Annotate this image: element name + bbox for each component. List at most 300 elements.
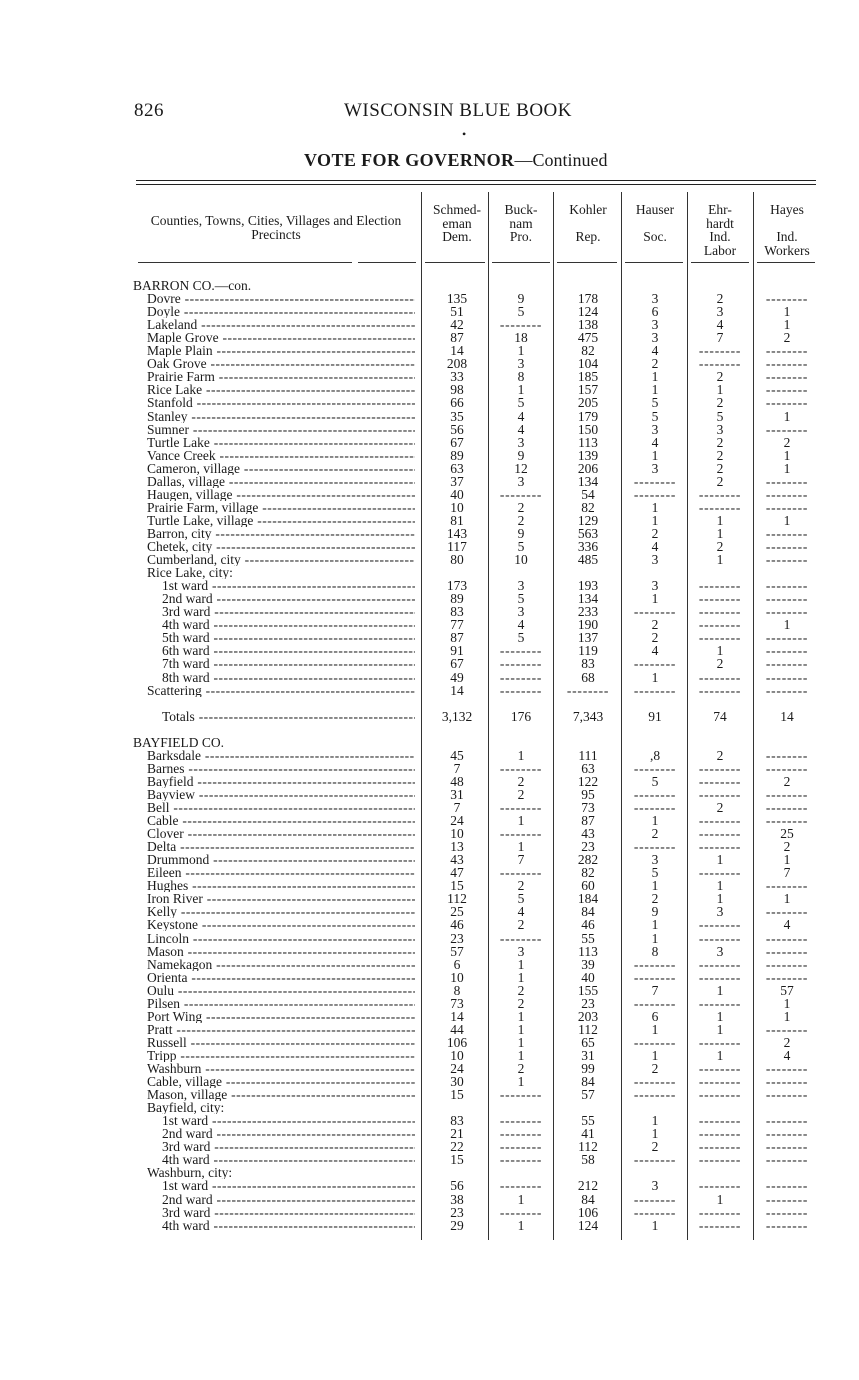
- empty-cell: [624, 1075, 686, 1088]
- vote-cell: 15: [450, 878, 464, 894]
- vote-cell: 55: [581, 1113, 595, 1129]
- vote-cell: 14: [780, 708, 794, 724]
- table-row: [0, 814, 859, 827]
- vote-cell: 2: [716, 434, 724, 450]
- vote-cell: 10: [450, 969, 464, 985]
- vote-cell: 98: [450, 382, 464, 398]
- vote-cell: 1: [716, 512, 724, 528]
- empty-cell: [689, 1036, 751, 1049]
- vote-cell: 2: [716, 460, 724, 476]
- vote-cell: 3: [651, 552, 659, 568]
- table-row: [0, 331, 859, 344]
- vote-cell: 4: [517, 617, 525, 633]
- vote-cell: 1: [517, 1191, 525, 1207]
- column-header: [689, 203, 751, 257]
- vote-cell: 1: [716, 525, 724, 541]
- vote-cell: 3: [517, 473, 525, 489]
- empty-cell: [689, 932, 751, 945]
- empty-cell: [624, 971, 686, 984]
- table-row: [0, 488, 859, 501]
- top-rule: [136, 180, 816, 181]
- row-label: 4th ward -----: [162, 1219, 415, 1232]
- empty-cell: [556, 684, 620, 697]
- table-row: [0, 631, 859, 644]
- table-row: [0, 684, 859, 697]
- row-label: BARRON CO.—con.: [133, 279, 252, 292]
- row-label: 1st ward -----: [162, 579, 415, 592]
- vote-cell: 23: [450, 1204, 464, 1220]
- vote-cell: ,8: [649, 747, 661, 763]
- table-row: [0, 410, 859, 423]
- vote-cell: 5: [517, 395, 525, 411]
- vote-cell: 89: [450, 591, 464, 607]
- vote-cell: 1: [517, 956, 525, 972]
- table-row: [0, 462, 859, 475]
- vote-cell: 54: [581, 486, 595, 502]
- vote-cell: 73: [581, 800, 595, 815]
- vote-cell: 7: [517, 852, 525, 868]
- vote-cell: 42: [450, 317, 464, 333]
- vote-cell: 33: [450, 369, 464, 385]
- table-row: [0, 997, 859, 1010]
- empty-cell: [756, 814, 818, 827]
- table-row: [0, 905, 859, 918]
- vote-cell: 7,343: [572, 708, 604, 724]
- row-label: 2nd ward -----: [162, 1127, 415, 1140]
- empty-cell: [490, 1153, 552, 1166]
- row-label: Lincoln -----: [147, 932, 415, 945]
- empty-cell: [689, 684, 751, 697]
- empty-cell: [756, 1114, 818, 1127]
- empty-cell: [689, 840, 751, 853]
- vote-cell: 6: [651, 304, 659, 320]
- vote-cell: 117: [447, 539, 467, 554]
- vote-cell: 1: [716, 1008, 724, 1024]
- empty-cell: [490, 488, 552, 501]
- table-title: [304, 150, 607, 171]
- vote-cell: 124: [577, 1217, 599, 1233]
- row-label: Chetek, city -----: [147, 540, 415, 553]
- vote-cell: 3: [651, 421, 659, 437]
- vote-cell: 56: [450, 1178, 464, 1194]
- vote-cell: 63: [450, 460, 464, 476]
- party: Soc.: [643, 229, 667, 245]
- empty-cell: [624, 1088, 686, 1101]
- top-rule-2: [136, 184, 816, 185]
- vote-cell: 1: [517, 382, 525, 398]
- vote-cell: 190: [577, 617, 599, 633]
- vote-cell: 25: [450, 904, 464, 920]
- vote-cell: 1: [517, 343, 525, 359]
- table-row: [0, 605, 859, 618]
- vote-cell: 2: [716, 395, 724, 411]
- vote-cell: 184: [577, 891, 599, 907]
- vote-cell: 1: [651, 1126, 659, 1142]
- empty-cell: [756, 1075, 818, 1088]
- row-label: Orienta -----: [147, 971, 415, 984]
- vote-cell: 2: [716, 800, 724, 815]
- table-row: [0, 1088, 859, 1101]
- empty-cell: [624, 997, 686, 1010]
- row-label: Barksdale -----: [147, 749, 415, 762]
- table-title-suffix: —Continued: [514, 150, 608, 170]
- header-underline: [425, 262, 485, 263]
- empty-cell: [689, 866, 751, 879]
- table-row: [0, 984, 859, 997]
- row-label: Haugen, village -----: [147, 488, 415, 501]
- table-row: [0, 1206, 859, 1219]
- vote-cell: 84: [581, 904, 595, 920]
- row-label: 2nd ward -----: [162, 1193, 415, 1206]
- empty-cell: [689, 1153, 751, 1166]
- table-row: [0, 866, 859, 879]
- vote-cell: 1: [783, 1008, 791, 1024]
- vote-cell: 155: [577, 982, 599, 998]
- table-row: [0, 932, 859, 945]
- vote-cell: 15: [450, 1087, 464, 1103]
- table-row: [0, 292, 859, 305]
- vote-cell: 10: [450, 499, 464, 515]
- vote-cell: 80: [450, 552, 464, 568]
- empty-cell: [689, 344, 751, 357]
- vote-cell: 3: [716, 943, 724, 959]
- county-heading: [0, 736, 859, 749]
- vote-cell: 106: [577, 1204, 599, 1220]
- empty-cell: [756, 475, 818, 488]
- row-label: Bayview -----: [147, 788, 415, 801]
- empty-cell: [756, 292, 818, 305]
- empty-cell: [756, 657, 818, 670]
- row-label: Tripp -----: [147, 1049, 415, 1062]
- row-label: Pilsen -----: [147, 997, 415, 1010]
- table-row: [0, 553, 859, 566]
- vote-cell: 31: [450, 786, 464, 802]
- row-label: 7th ward -----: [162, 657, 415, 670]
- empty-cell: [624, 684, 686, 697]
- empty-cell: [756, 958, 818, 971]
- vote-cell: 43: [450, 852, 464, 868]
- table-row: [0, 958, 859, 971]
- ornament: •: [462, 127, 467, 141]
- empty-cell: [756, 357, 818, 370]
- table-row: [0, 801, 859, 814]
- table-row: [0, 1010, 859, 1023]
- vote-cell: 1: [651, 917, 659, 933]
- table-row: [0, 710, 859, 723]
- vote-cell: 1: [517, 1021, 525, 1037]
- vote-cell: 91: [450, 643, 464, 659]
- vote-cell: 106: [446, 1034, 468, 1050]
- vote-cell: 134: [577, 473, 599, 489]
- vote-cell: 44: [450, 1021, 464, 1037]
- vote-cell: 5: [517, 630, 525, 646]
- empty-cell: [689, 671, 751, 684]
- column-header: [756, 203, 818, 257]
- vote-cell: 74: [713, 708, 727, 724]
- empty-cell: [756, 540, 818, 553]
- row-label: Doyle -----: [147, 305, 415, 318]
- row-label: 3rd ward -----: [162, 1140, 415, 1153]
- vote-cell: 14: [450, 682, 464, 698]
- table-row: [0, 344, 859, 357]
- vote-cell: 3: [517, 604, 525, 620]
- row-label: Prairie Farm -----: [147, 370, 415, 383]
- vote-cell: 12: [514, 460, 528, 476]
- table-row: [0, 918, 859, 931]
- vote-cell: 150: [577, 421, 599, 437]
- vote-cell: 2: [783, 434, 791, 450]
- vote-cell: 135: [446, 291, 468, 307]
- city-heading: [0, 566, 859, 579]
- vote-cell: 95: [581, 786, 595, 802]
- table-row: [0, 1036, 859, 1049]
- table-row: [0, 1179, 859, 1192]
- vote-cell: 139: [577, 447, 599, 463]
- empty-cell: [624, 1153, 686, 1166]
- vote-cell: 57: [581, 1087, 595, 1103]
- vote-cell: 1: [517, 969, 525, 985]
- vote-cell: 10: [514, 552, 528, 568]
- row-label: Cable -----: [147, 814, 415, 827]
- table-row: [0, 1049, 859, 1062]
- empty-cell: [624, 657, 686, 670]
- vote-cell: 1: [651, 369, 659, 385]
- row-label: Totals -----: [162, 710, 415, 723]
- empty-cell: [490, 1179, 552, 1192]
- empty-cell: [756, 553, 818, 566]
- empty-cell: [756, 749, 818, 762]
- empty-cell: [490, 827, 552, 840]
- empty-cell: [689, 1206, 751, 1219]
- header-underline: [625, 262, 683, 263]
- vote-cell: 81: [450, 512, 464, 528]
- vote-cell: 3: [716, 304, 724, 320]
- vote-cell: 1: [651, 1021, 659, 1037]
- empty-cell: [756, 971, 818, 984]
- vote-cell: 119: [578, 643, 598, 659]
- vote-cell: 65: [581, 1034, 595, 1050]
- book-title: WISCONSIN BLUE BOOK: [344, 100, 572, 121]
- empty-cell: [756, 1219, 818, 1232]
- table-row: [0, 370, 859, 383]
- empty-cell: [756, 1206, 818, 1219]
- table-row: [0, 423, 859, 436]
- empty-cell: [490, 762, 552, 775]
- party: Dem.: [442, 229, 472, 245]
- vote-cell: 82: [581, 865, 595, 881]
- vote-cell: 2: [716, 291, 724, 307]
- vote-cell: 7: [453, 800, 461, 815]
- vote-cell: 137: [577, 630, 599, 646]
- row-label: Cumberland, city -----: [147, 553, 415, 566]
- empty-cell: [689, 775, 751, 788]
- vote-cell: 4: [783, 917, 791, 933]
- row-label: 5th ward -----: [162, 631, 415, 644]
- vote-cell: 23: [450, 930, 464, 946]
- vote-cell: 282: [577, 852, 599, 868]
- empty-cell: [490, 644, 552, 657]
- header-underline: [492, 262, 550, 263]
- vote-cell: 2: [517, 995, 525, 1011]
- row-label: Maple Grove -----: [147, 331, 415, 344]
- vote-cell: 40: [450, 486, 464, 502]
- vote-cell: 1: [716, 1047, 724, 1063]
- table-spacer: [0, 723, 859, 736]
- vote-cell: 30: [450, 1074, 464, 1090]
- row-label: Clover -----: [147, 827, 415, 840]
- empty-cell: [490, 1114, 552, 1127]
- vote-cell: 47: [450, 865, 464, 881]
- row-label: Hughes -----: [147, 879, 415, 892]
- vote-cell: 2: [517, 773, 525, 789]
- table-row: [0, 945, 859, 958]
- vote-cell: 8: [651, 943, 659, 959]
- vote-cell: 1: [651, 669, 659, 685]
- vote-cell: 6: [453, 956, 461, 972]
- vote-cell: 5: [517, 591, 525, 607]
- empty-cell: [756, 370, 818, 383]
- vote-cell: 2: [517, 982, 525, 998]
- vote-cell: 2: [783, 839, 791, 855]
- vote-cell: 2: [783, 1034, 791, 1050]
- vote-cell: 14: [450, 1008, 464, 1024]
- empty-cell: [689, 1219, 751, 1232]
- page-number: 826: [134, 100, 164, 121]
- row-label: Bayfield -----: [147, 775, 415, 788]
- empty-cell: [689, 827, 751, 840]
- vote-cell: 2: [651, 630, 659, 646]
- empty-cell: [756, 1140, 818, 1153]
- vote-cell: 22: [450, 1139, 464, 1155]
- vote-cell: 3: [651, 291, 659, 307]
- vote-cell: 1: [651, 1047, 659, 1063]
- vote-cell: 45: [450, 747, 464, 763]
- vote-cell: 112: [447, 891, 467, 907]
- row-label: Port Wing -----: [147, 1010, 415, 1023]
- empty-cell: [756, 423, 818, 436]
- empty-cell: [490, 801, 552, 814]
- vote-cell: 1: [716, 552, 724, 568]
- table-row: [0, 1114, 859, 1127]
- empty-cell: [689, 1127, 751, 1140]
- table-row: [0, 657, 859, 670]
- row-label: 1st ward -----: [162, 1179, 415, 1192]
- column-header: [428, 203, 486, 244]
- vote-cell: 68: [581, 669, 595, 685]
- vote-cell: 1: [783, 460, 791, 476]
- row-label: Vance Creek -----: [147, 449, 415, 462]
- vote-cell: 5: [517, 891, 525, 907]
- empty-cell: [689, 501, 751, 514]
- empty-cell: [490, 671, 552, 684]
- vote-cell: 3: [651, 852, 659, 868]
- vote-cell: 67: [450, 656, 464, 672]
- vote-cell: 1: [651, 813, 659, 829]
- table-row: [0, 840, 859, 853]
- vote-cell: 4: [716, 317, 724, 333]
- row-label: Bell -----: [147, 801, 415, 814]
- vote-cell: 60: [581, 878, 595, 894]
- candidate-name: Hauser: [635, 202, 675, 217]
- table-row: [0, 1062, 859, 1075]
- row-label: Barron, city -----: [147, 527, 415, 540]
- header-underline: [557, 262, 617, 263]
- row-label: Kelly -----: [147, 905, 415, 918]
- vote-cell: 1: [716, 643, 724, 659]
- party: Pro.: [509, 229, 533, 245]
- vote-cell: 66: [450, 395, 464, 411]
- vote-cell: 1: [716, 1021, 724, 1037]
- vote-cell: 91: [648, 708, 662, 724]
- empty-cell: [624, 840, 686, 853]
- vote-cell: 9: [517, 291, 525, 307]
- empty-cell: [689, 997, 751, 1010]
- table-row: [0, 1023, 859, 1036]
- vote-cell: 84: [581, 1191, 595, 1207]
- row-label: Stanley -----: [147, 410, 415, 423]
- empty-cell: [756, 1193, 818, 1206]
- table-spacer: [0, 697, 859, 710]
- row-label: 6th ward -----: [162, 644, 415, 657]
- row-label: Rice Lake -----: [147, 383, 415, 396]
- column-header: [490, 203, 552, 244]
- table-row: [0, 1193, 859, 1206]
- vote-cell: 1: [651, 878, 659, 894]
- vote-cell: 3: [517, 434, 525, 450]
- empty-cell: [756, 1023, 818, 1036]
- empty-cell: [689, 357, 751, 370]
- table-row: [0, 644, 859, 657]
- vote-cell: 57: [780, 982, 794, 998]
- empty-cell: [490, 932, 552, 945]
- empty-cell: [756, 905, 818, 918]
- vote-cell: 39: [581, 956, 595, 972]
- row-label: Mason, village -----: [147, 1088, 415, 1101]
- table-row: [0, 892, 859, 905]
- vote-cell: 124: [577, 304, 599, 320]
- vote-cell: 1: [517, 747, 525, 763]
- vote-cell: 3: [716, 904, 724, 920]
- empty-cell: [689, 1088, 751, 1101]
- vote-cell: 1: [716, 891, 724, 907]
- empty-cell: [689, 1075, 751, 1088]
- row-label: Barnes -----: [147, 762, 415, 775]
- vote-cell: 179: [577, 408, 599, 424]
- vote-cell: 7: [716, 330, 724, 346]
- table-row: [0, 514, 859, 527]
- vote-cell: 2: [716, 447, 724, 463]
- vote-cell: 9: [517, 525, 525, 541]
- table-row: [0, 762, 859, 775]
- vote-cell: 2: [716, 656, 724, 672]
- empty-cell: [624, 762, 686, 775]
- row-label: Dovre -----: [147, 292, 415, 305]
- vote-cell: 51: [450, 304, 464, 320]
- vote-cell: 82: [581, 499, 595, 515]
- row-label: Sumner -----: [147, 423, 415, 436]
- empty-cell: [624, 958, 686, 971]
- vote-cell: 3: [716, 421, 724, 437]
- vote-cell: 38: [450, 1191, 464, 1207]
- row-label: Mason -----: [147, 945, 415, 958]
- row-label: Prairie Farm, village -----: [147, 501, 415, 514]
- vote-cell: 15: [450, 1152, 464, 1168]
- table-row: [0, 357, 859, 370]
- row-label: Bayfield, city:: [147, 1101, 225, 1115]
- vote-cell: 77: [450, 617, 464, 633]
- vote-cell: 10: [450, 1047, 464, 1063]
- empty-cell: [624, 605, 686, 618]
